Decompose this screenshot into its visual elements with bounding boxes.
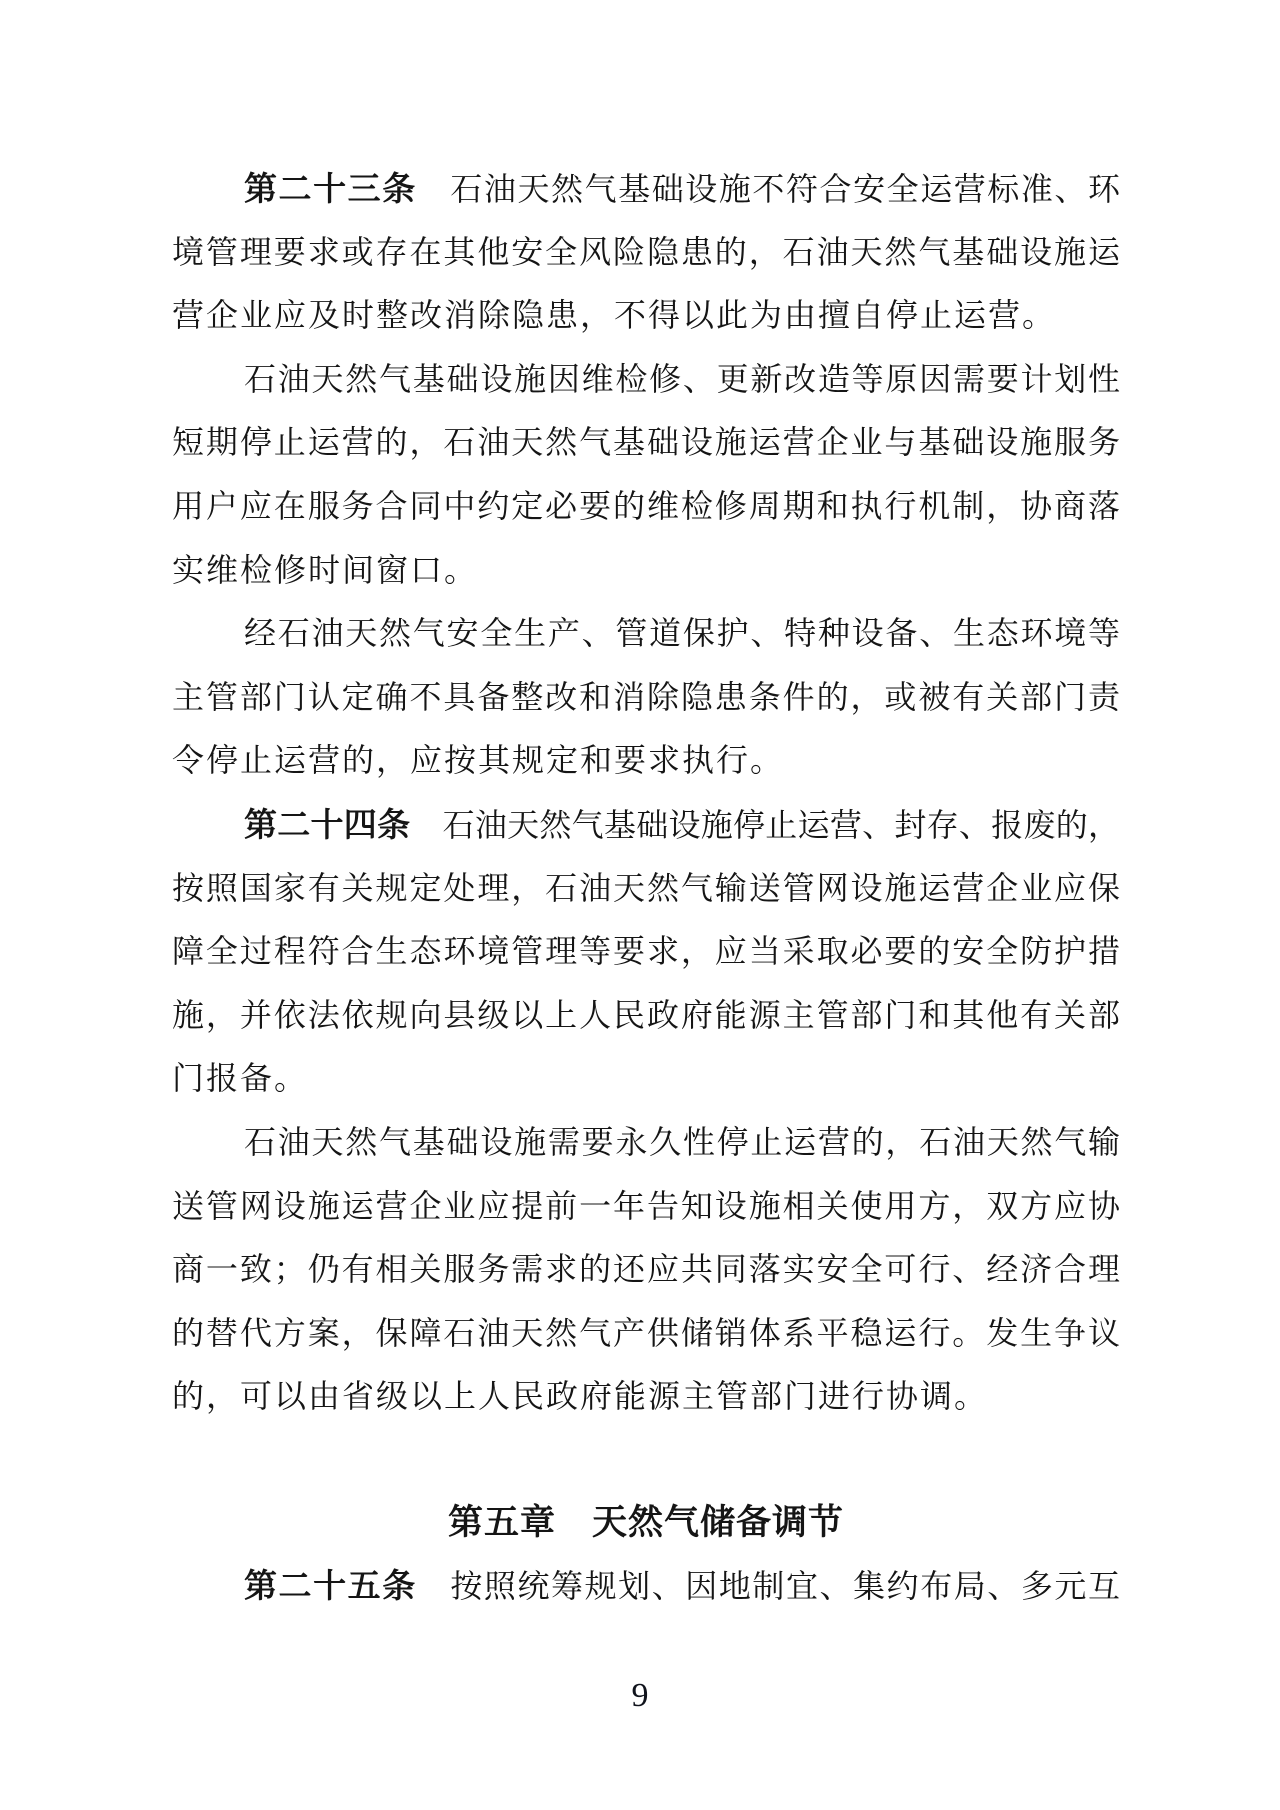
document-body <box>172 157 1120 1618</box>
text-line: 用户应在服务合同中约定必要的维检修周期和执行机制，协商落 <box>172 487 1120 524</box>
text-line: 门报备。 <box>172 1060 309 1097</box>
chapter-heading: 第五章 天然气储备调节 <box>447 1502 844 1542</box>
text-line: 第二十三条 石油天然气基础设施不符合安全运营标准、环 <box>244 170 1120 207</box>
article-number: 第二十四条 <box>244 805 411 843</box>
text-line: 障全过程符合生态环境管理等要求，应当采取必要的安全防护措 <box>172 933 1120 970</box>
text-line: 石油天然气基础设施因维检修、更新改造等原因需要计划性 <box>244 360 1120 397</box>
article-number: 第二十三条 <box>244 170 417 207</box>
text-line: 商一致；仍有相关服务需求的还应共同落实安全可行、经济合理 <box>172 1251 1120 1288</box>
text-line: 第二十五条 按照统筹规划、因地制宜、集约布局、多元互 <box>244 1567 1120 1605</box>
page-number: 9 <box>631 1677 649 1714</box>
text-line: 实维检修时间窗口。 <box>172 551 479 588</box>
text-line: 的替代方案，保障石油天然气产供储销体系平稳运行。发生争议 <box>172 1314 1120 1351</box>
article-number: 第二十五条 <box>244 1567 417 1605</box>
text-line: 令停止运营的，应按其规定和要求执行。 <box>172 742 785 779</box>
text-line: 按照国家有关规定处理，石油天然气输送管网设施运营企业应保 <box>172 869 1120 906</box>
text-line: 营企业应及时整改消除隐患，不得以此为由擅自停止运营。 <box>172 297 1057 334</box>
text-line: 短期停止运营的，石油天然气基础设施运营企业与基础设施服务 <box>172 424 1120 461</box>
text-line: 的，可以由省级以上人民政府能源主管部门进行协调。 <box>172 1378 989 1415</box>
text-line: 施，并依法依规向县级以上人民政府能源主管部门和其他有关部 <box>172 996 1120 1033</box>
text-line: 第二十四条 石油天然气基础设施停止运营、封存、报废的， <box>244 805 1120 843</box>
text-line: 经石油天然气安全生产、管道保护、特种设备、生态环境等 <box>244 615 1120 652</box>
text-line: 主管部门认定确不具备整改和消除隐患条件的，或被有关部门责 <box>172 678 1120 715</box>
text-line: 境管理要求或存在其他安全风险隐患的，石油天然气基础设施运 <box>172 233 1120 270</box>
text-line: 送管网设施运营企业应提前一年告知设施相关使用方，双方应协 <box>172 1187 1120 1224</box>
text-line: 石油天然气基础设施需要永久性停止运营的，石油天然气输 <box>244 1123 1120 1160</box>
